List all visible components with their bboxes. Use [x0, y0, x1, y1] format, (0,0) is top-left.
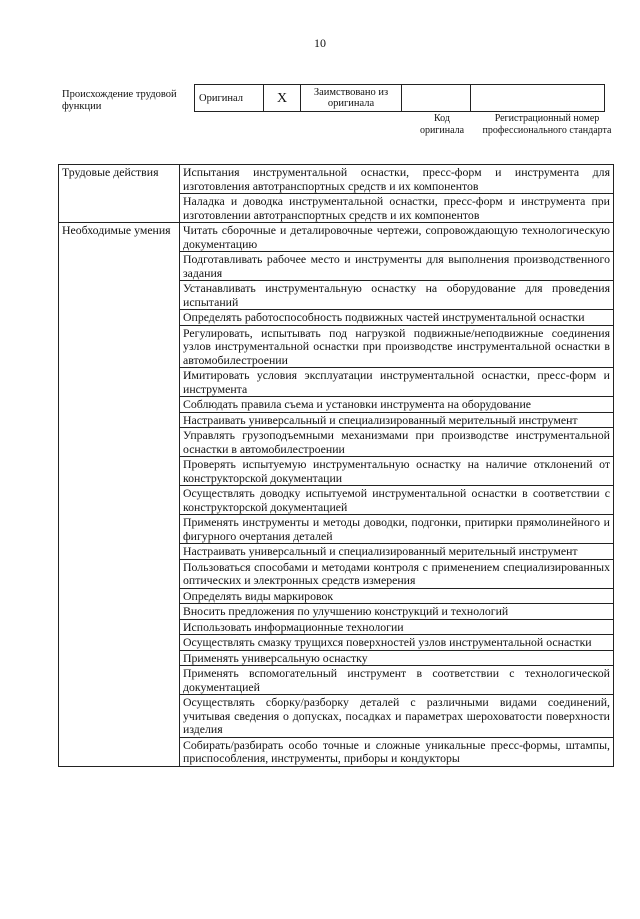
code-cell [402, 85, 471, 112]
required-skill-item: Проверять испытуемую инструментальную оснастку на наличие отклонений от конструкторской документации [180, 457, 614, 486]
required-skill-item: Определять виды маркировок [180, 588, 614, 604]
required-skill-label: Необходимые умения [59, 223, 180, 767]
required-skill-item: Управлять грузоподъемными механизмами при производстве инструментальной оснастки в автомобилестроении [180, 428, 614, 457]
required-skill-item: Применять инструменты и методы доводки, подгонки, притирки прямолинейного и фигурного очертания деталей [180, 515, 614, 544]
origin-table [194, 84, 605, 112]
reg-number-cell [471, 85, 605, 112]
required-skill-item: Осуществлять доводку испытуемой инструментальной оснастки в соответствии с конструкторской документацией [180, 486, 614, 515]
required-skill-item: Подготавливать рабочее место и инструменты для выполнения производственного задания [180, 252, 614, 281]
required-skill-item: Собирать/разбирать особо точные и сложные уникальные пресс-формы, штампы, приспособления, инструменты, приборы и кондукторы [180, 737, 614, 766]
original-mark: X [264, 85, 301, 112]
table-row [59, 165, 614, 194]
labor-action-item: Испытания инструментальной оснастки, пресс-форм и инструмента для изготовления автотранспортных средств и их компонентов [180, 165, 614, 194]
code-caption: Код оригинала [419, 113, 465, 136]
required-skill-item: Использовать информационные технологии [180, 619, 614, 635]
labor-action-label: Трудовые действия [59, 165, 180, 223]
required-skill-item: Устанавливать инструментальную оснастку на оборудование для проведения испытаний [180, 281, 614, 310]
required-skill-item: Настраивать универсальный и специализированный мерительный инструмент [180, 412, 614, 428]
page-number: 10 [314, 36, 326, 50]
required-skill-item: Осуществлять смазку трущихся поверхностей узлов инструментальной оснастки [180, 635, 614, 651]
required-skill-item: Применять универсальную оснастку [180, 650, 614, 666]
required-skill-item: Читать сборочные и деталировочные чертежи, сопровождающую технологическую документацию [180, 223, 614, 252]
labor-action-item: Наладка и доводка инструментальной оснастки, пресс-форм и инструмента при изготовлении автотранспортных средств и их компонентов [180, 194, 614, 223]
table-row [59, 223, 614, 252]
borrowed-cell: Заимствовано из оригинала [301, 85, 402, 112]
required-skill-item: Соблюдать правила съема и установки инструмента на оборудование [180, 397, 614, 413]
required-skill-item: Имитировать условия эксплуатации инструментальной оснастки, пресс-форм и инструмента [180, 368, 614, 397]
original-cell: Оригинал [195, 85, 264, 112]
required-skill-item: Регулировать, испытывать под нагрузкой подвижные/неподвижные соединения узлов инструментальной оснастки при производстве инструментальной оснастки в автомобилестроении [180, 325, 614, 368]
reg-number-caption: Регистрационный номер профессионального стандарта [482, 113, 612, 136]
required-skill-item: Настраивать универсальный и специализированный мерительный инструмент [180, 544, 614, 560]
required-skill-item: Применять вспомогательный инструмент в соответствии с технологической документацией [180, 666, 614, 695]
function-table [58, 164, 614, 767]
required-skill-item: Осуществлять сборку/разборку деталей с различными видами соединений, учитывая сведения о допусках, посадках и параметрах шероховатости поверхности изделия [180, 695, 614, 738]
required-skill-item: Определять работоспособность подвижных частей инструментальной оснастки [180, 310, 614, 326]
origin-label: Происхождение трудовой функции [62, 89, 177, 112]
required-skill-item: Вносить предложения по улучшению конструкций и технологий [180, 604, 614, 620]
required-skill-item: Пользоваться способами и методами контроля с применением специализированных оптических и электронных средств измерения [180, 559, 614, 588]
